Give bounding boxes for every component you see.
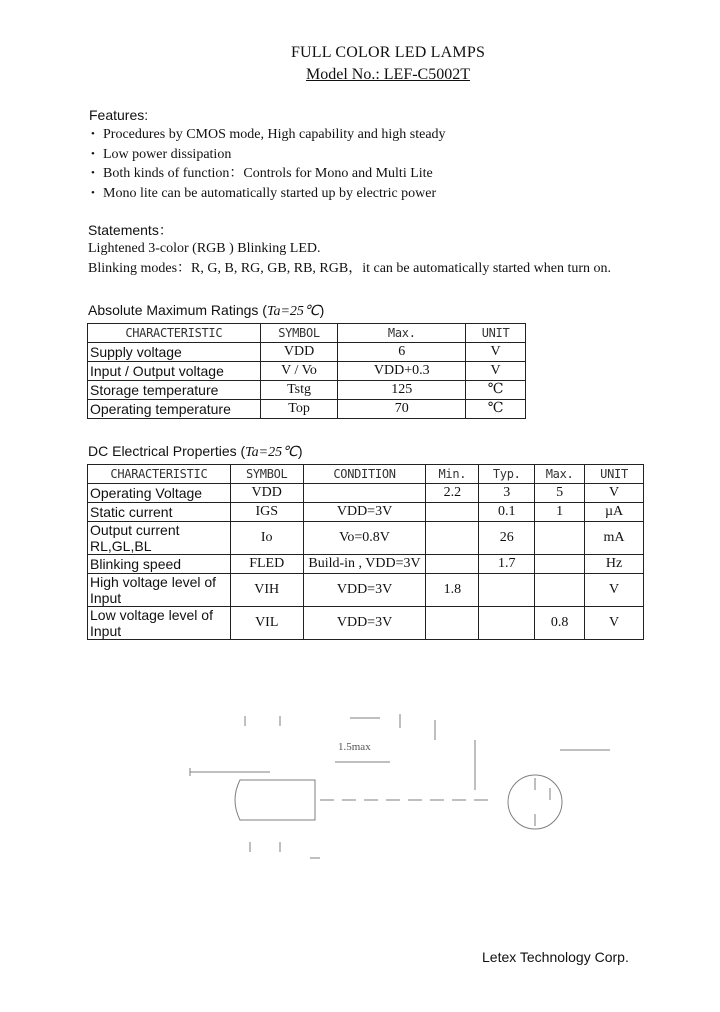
table-row [88,484,644,503]
dc-condition: Vo=0.8V [303,522,426,555]
feature-item: • Low power dissipation [91,145,691,165]
amr-symbol: V / Vo [260,362,338,381]
amr-unit: V [466,343,526,362]
dc-max: 5 [535,484,585,503]
table-row [88,555,644,574]
amr-max: 70 [338,400,466,419]
table-row [88,574,644,607]
feature-item: • Mono lite can be automatically started up by electric power [91,184,691,204]
dc-symbol: Io [230,522,303,555]
amr-unit: ℃ [466,400,526,419]
statement-line: Blinking modes：R, G, B, RG, GB, RB, RGB，it can be automatically started when turn on. [88,260,612,276]
amr-heading-close: ) [319,302,325,318]
table-row [88,343,526,362]
dc-max: 0.8 [535,607,585,640]
table-row [88,503,644,522]
amr-symbol: VDD [260,343,338,362]
amr-characteristic: Storage temperature [88,381,261,400]
statements-body [88,239,708,278]
amr-unit: ℃ [466,381,526,400]
dc-min [426,607,479,640]
dc-condition: Build-in , VDD=3V [303,555,426,574]
dc-typ: 1.7 [479,555,535,574]
dc-typ: 3 [479,484,535,503]
dc-typ [479,607,535,640]
dc-heading-text: DC Electrical Properties ( [88,443,246,459]
amr-col-characteristic: CHARACTERISTIC [88,324,261,343]
dc-unit: mA [585,522,644,555]
dc-col-typ: Typ. [479,465,535,484]
dc-max [535,555,585,574]
dc-characteristic: Output current RL,GL,BL [88,522,231,555]
statement-line: Lightened 3-color (RGB ) Blinking LED. [88,241,321,256]
amr-symbol: Tstg [260,381,338,400]
features-list [91,125,691,203]
dimension-label: 1.5max [338,741,371,753]
dc-col-unit: UNIT [585,465,644,484]
company-name: Letex Technology Corp. [482,949,629,965]
dc-header-row [88,465,644,484]
dc-characteristic: High voltage level of Input [88,574,231,607]
dc-col-max: Max. [535,465,585,484]
dc-symbol: FLED [230,555,303,574]
amr-characteristic: Operating temperature [88,400,261,419]
dc-typ: 26 [479,522,535,555]
dc-col-condition: CONDITION [303,465,426,484]
dc-heading-close: ) [297,443,303,459]
document-title: FULL COLOR LED LAMPS [290,44,486,61]
features-heading: Features: [89,107,149,123]
dc-symbol: IGS [230,503,303,522]
dc-col-min: Min. [426,465,479,484]
dc-unit: µA [585,503,644,522]
dc-characteristic: Blinking speed [88,555,231,574]
amr-header-row [88,324,526,343]
table-row [88,607,644,640]
table-row [88,400,526,419]
dc-condition: VDD=3V [303,503,426,522]
amr-unit: V [466,362,526,381]
amr-max: 6 [338,343,466,362]
dc-min: 2.2 [426,484,479,503]
table-row [88,522,644,555]
table-row [88,381,526,400]
dc-heading [88,443,303,461]
dc-unit: Hz [585,555,644,574]
dc-unit: V [585,607,644,640]
amr-characteristic: Supply voltage [88,343,261,362]
model-number-text: Model No.: LEF-C5002T [306,66,470,83]
feature-item: • Procedures by CMOS mode, High capability and high steady [91,125,691,145]
dc-unit: V [585,574,644,607]
statements-heading: Statements： [88,222,173,238]
dc-unit: V [585,484,644,503]
amr-symbol: Top [260,400,338,419]
dc-characteristic: Operating Voltage [88,484,231,503]
amr-table [87,323,526,419]
dc-symbol: VDD [230,484,303,503]
dc-heading-condition: Ta=25℃ [245,445,298,460]
dc-min [426,503,479,522]
amr-col-max: Max. [338,324,466,343]
amr-heading [88,302,324,320]
amr-col-unit: UNIT [466,324,526,343]
amr-max: 125 [338,381,466,400]
amr-characteristic: Input / Output voltage [88,362,261,381]
dc-table [87,464,644,640]
feature-item: • Both kinds of function：Controls for Mono and Multi Lite [91,164,691,184]
dc-symbol: VIL [230,607,303,640]
dc-min [426,522,479,555]
dc-max [535,522,585,555]
amr-heading-condition: Ta=25℃ [266,304,320,319]
dc-symbol: VIH [230,574,303,607]
dc-min: 1.8 [426,574,479,607]
amr-max: VDD+0.3 [338,362,466,381]
led-dimension-drawing [150,700,620,870]
amr-heading-text: Absolute Maximum Ratings ( [88,302,267,318]
dc-typ [479,574,535,607]
dc-typ: 0.1 [479,503,535,522]
dc-characteristic: Static current [88,503,231,522]
dc-max: 1 [535,503,585,522]
dc-min [426,555,479,574]
led-body-outline [235,780,315,820]
dc-condition: VDD=3V [303,574,426,607]
table-row [88,362,526,381]
dc-max [535,574,585,607]
dc-condition [303,484,426,503]
model-number [0,66,720,84]
amr-col-symbol: SYMBOL [260,324,338,343]
dc-characteristic: Low voltage level of Input [88,607,231,640]
dc-condition: VDD=3V [303,607,426,640]
dc-col-characteristic: CHARACTERISTIC [88,465,231,484]
dc-col-symbol: SYMBOL [230,465,303,484]
